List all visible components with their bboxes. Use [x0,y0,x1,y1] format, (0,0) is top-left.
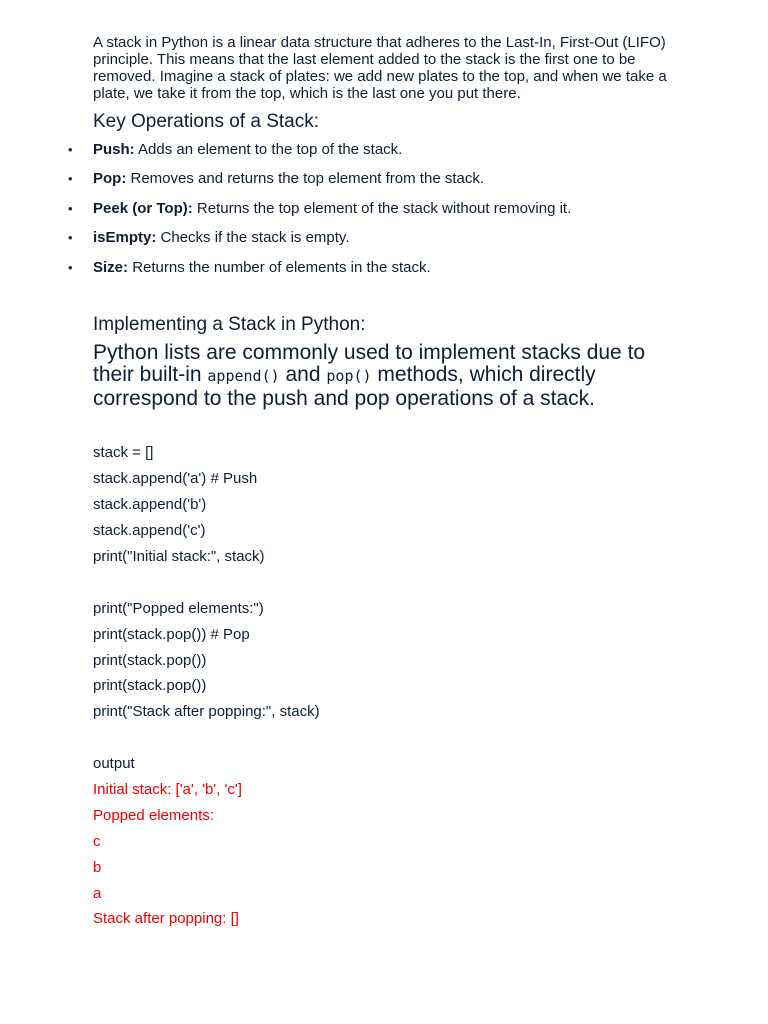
operations-list [68,140,673,287]
output-line: a [93,884,102,902]
blank-line [93,728,673,754]
code-line: stack.append('a') # Push [93,470,258,488]
bullet-icon: • [68,259,73,275]
list-item [68,258,673,287]
output-line: c [93,832,101,850]
operation-desc: Checks if the stack is empty. [160,229,350,247]
code-line: stack = [] [93,444,154,462]
list-item [68,228,673,257]
operation-desc: Returns the number of elements in the stack. [132,258,431,276]
lead-paragraph [93,342,673,411]
list-item [68,169,673,198]
lead-text-3: methods, which directly correspond to the push and pop operations of a stack. [93,363,596,410]
code-line: print(stack.pop()) [93,651,207,669]
blank-line [93,573,673,599]
output-line: Initial stack: ['a', 'b', 'c'] [93,781,242,799]
intro-paragraph: A stack in Python is a linear data structure that adheres to the Last-In, First-Out (LIFO) principle. This means that the last element added to the stack is the first one to be removed. Imagine a stack of plates: we add new plates to the top, and when we take a plate, we take it from the top, which is the last one you put there. [93,34,667,102]
lead-text-2: and [285,363,321,387]
operation-term: Peek (or Top): [93,199,193,217]
list-item [68,199,673,228]
operation-desc: Adds an element to the top of the stack. [138,141,403,158]
code-line: print("Initial stack:", stack) [93,548,265,566]
document-page [68,34,673,935]
list-item [68,140,673,169]
lead-text-1: Python lists are commonly used to implement stacks due to their built-in [93,340,646,387]
output-label: output [93,755,135,773]
operation-term: Size: [93,258,129,276]
implementing-heading: Implementing a Stack in Python: [93,313,366,335]
output-line: b [93,858,102,876]
operation-term: Push: [93,141,135,158]
code-line: stack.append('c') [93,522,206,540]
code-line: print("Stack after popping:", stack) [93,703,320,721]
operation-term: Pop: [93,170,127,188]
code-block [93,443,673,935]
bullet-icon: • [68,200,73,216]
code-line: print("Popped elements:") [93,599,264,617]
bullet-icon: • [68,171,73,187]
key-operations-heading: Key Operations of a Stack: [93,111,320,132]
operation-desc: Returns the top element of the stack without removing it. [196,199,572,217]
output-line: Popped elements: [93,806,214,824]
append-code: append() [207,367,280,386]
code-line: print(stack.pop()) [93,677,207,695]
operation-term: isEmpty: [93,229,157,247]
operation-desc: Removes and returns the top element from the stack. [130,170,485,188]
pop-code: pop() [326,367,372,386]
code-line: stack.append('b') [93,496,207,514]
code-line: print(stack.pop()) # Pop [93,625,250,643]
bullet-icon: • [68,142,73,157]
bullet-icon: • [68,230,73,246]
output-line: Stack after popping: [] [93,910,239,928]
